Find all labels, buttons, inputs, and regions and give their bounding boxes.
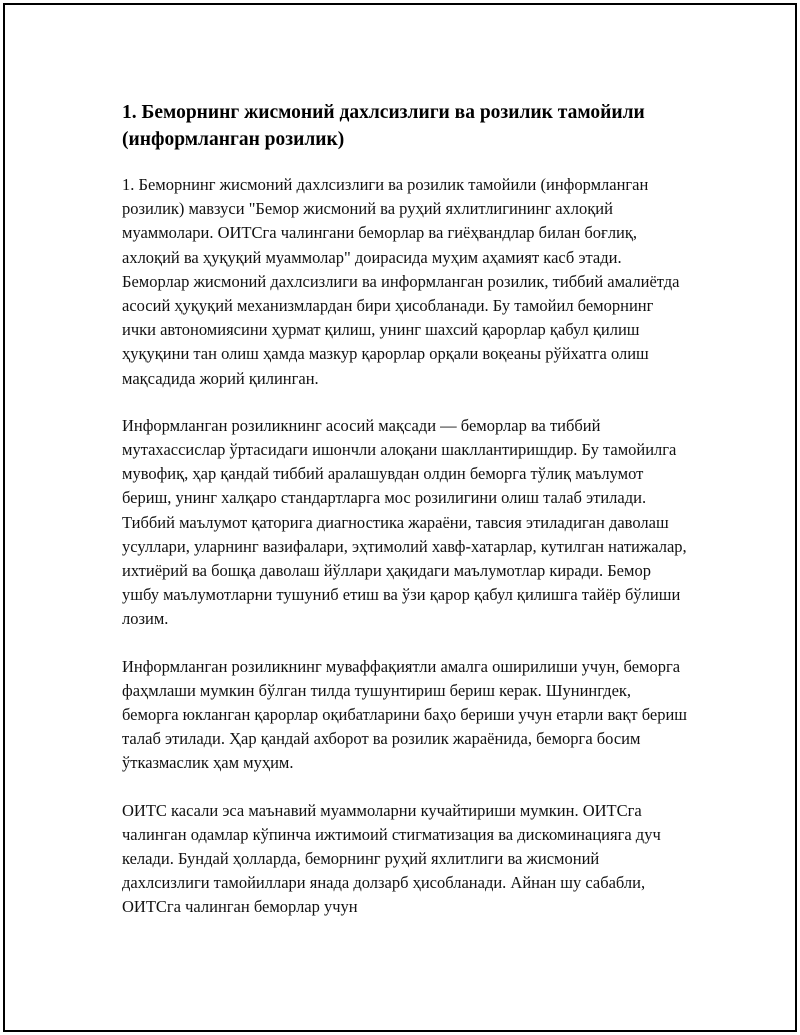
section-heading: 1. Беморнинг жисмоний дахлсизлиги ва розилик тамойили (информланган розилик) [122, 102, 645, 150]
document-page [3, 3, 797, 1032]
paragraph: ОИТС касали эса маънавий муаммоларни кучайтириши мумкин. ОИТСга чалинган одамлар кўпинча ижтимоий стигматизация ва дискоминацияга дуч келади. Бундай ҳолларда, беморнинг руҳий яхлитлиги ва жисмоний дахлсизлиги тамойиллари янада долзарб ҳисобланади. Айнан шу сабабли, ОИТСга чалинган беморлар учун [122, 800, 661, 917]
document-body [122, 99, 687, 943]
paragraph: Информланган розиликнинг муваффақиятли амалга оширилиши учун, беморга фаҳмлаши мумкин бўлган тилда тушунтириш бериш керак. Шунингдек, беморга юкланган қарорлар оқибатларини баҳо бериши учун етарли вақт бериш талаб этилади. Ҳар қандай ахборот ва розилик жараёнида, беморга босим ўтказмаслик ҳам муҳим. [122, 656, 688, 773]
paragraph: Информланган розиликнинг асосий мақсади — беморлар ва тиббий мутахассислар ўртасидаги ишончли алоқани шакллантиришдир. Бу тамойилга мувофиқ, ҳар қандай тиббий аралашувдан олдин беморга тўлиқ маълумот бериш, унинг халқаро стандартларга мос розилигини олиш талаб этилади. Тиббий маълумот қаторига диагностика жараёни, тавсия этиладиган даволаш усуллари, уларнинг вазифалари, эҳтимолий хавф-хатарлар, кутилган натижалар, ихтиёрий ва бошқа даволаш йўллари ҳақидаги маълумотлар киради. Бемор ушбу маълумотларни тушуниб етиш ва ўзи қарор қабул қилишга тайёр бўлиши лозим. [122, 415, 687, 629]
paragraph: 1. Беморнинг жисмоний дахлсизлиги ва розилик тамойили (информланган розилик) мавзуси "Бемор жисмоний ва руҳий яхлитлигининг ахлоқий муаммолари. ОИТСга чалингани беморлар ва гиёҳвандлар билан боғлиқ, ахлоқий ва ҳуқуқий муаммолар" доирасида муҳим аҳамият касб этади. Беморлар жисмоний дахлсизлиги ва информланган розилик, тиббий амалиётда асосий ҳуқуқий механизмлардан бири ҳисобланади. Бу тамойил беморнинг ички автономиясини ҳурмат қилиш, унинг шахсий қарорлар қабул қилиш ҳуқуқини тан олиш ҳамда мазкур қарорлар орқали воқеаны рўйхатга олиш мақсадида жорий қилинган. [122, 175, 680, 388]
